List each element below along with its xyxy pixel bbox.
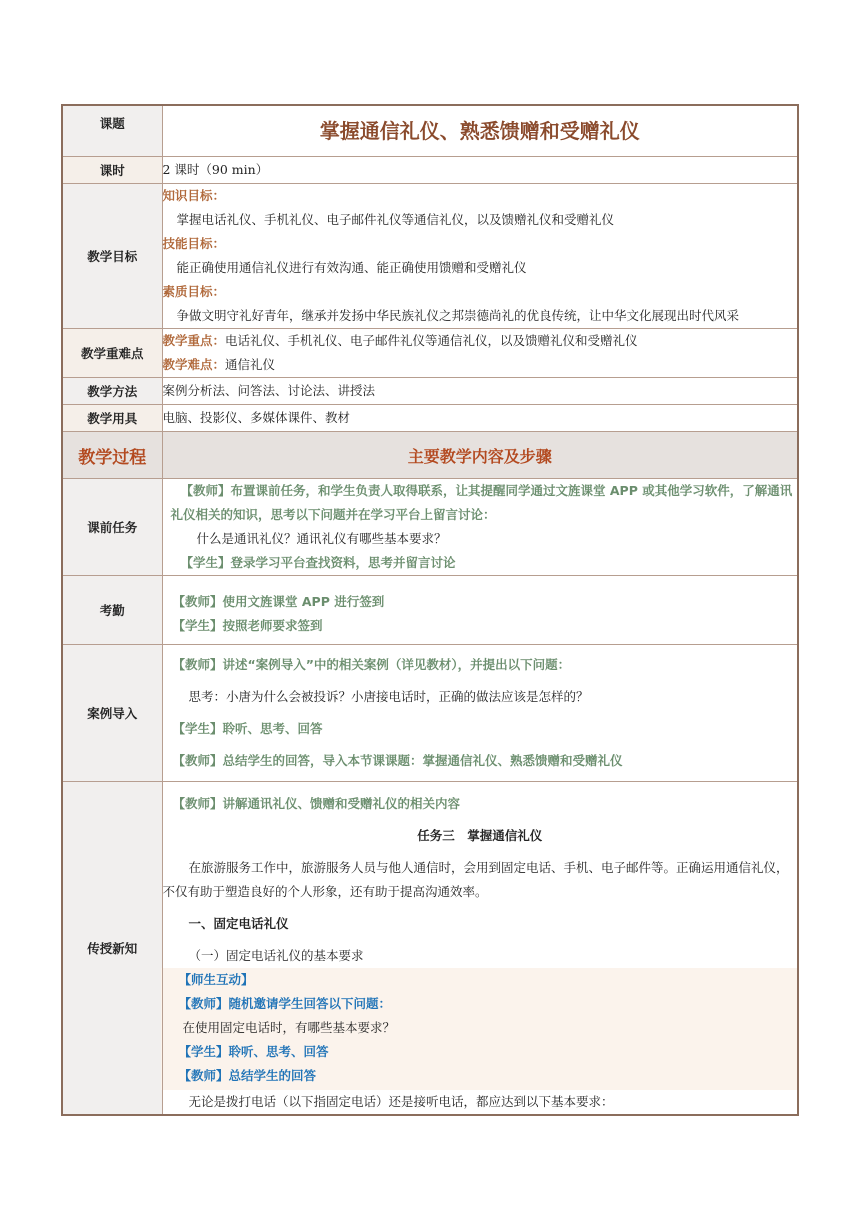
interaction-student: 【学生】聆听、思考、回答 xyxy=(178,1044,329,1059)
attendance-row xyxy=(62,576,798,645)
new-knowledge-row xyxy=(62,782,798,1116)
method-text: 案例分析法、问答法、讨论法、讲授法 xyxy=(162,378,798,405)
hours-label: 课时 xyxy=(62,157,162,184)
process-header-text: 主要教学内容及步骤 xyxy=(162,432,798,479)
nk-sub-1: （一）固定电话礼仪的基本要求 xyxy=(188,948,364,963)
attendance-teacher: 【教师】使用文旌课堂 APP 进行签到 xyxy=(172,594,385,609)
key-points-label: 教学重难点 xyxy=(62,329,162,378)
attendance-student: 【学生】按照老师要求签到 xyxy=(172,618,323,633)
objectives-content xyxy=(162,184,798,329)
case-student: 【学生】聆听、思考、回答 xyxy=(172,721,323,736)
interaction-summary: 【教师】总结学生的回答 xyxy=(178,1068,317,1083)
new-knowledge-content xyxy=(162,782,798,1116)
difficult-title: 教学难点： xyxy=(162,357,226,372)
quality-title: 素质目标： xyxy=(162,284,226,299)
interaction-teacher: 【教师】随机邀请学生回答以下问题： xyxy=(178,996,392,1011)
lesson-plan-table xyxy=(61,104,799,1116)
topic-label: 课题 xyxy=(62,105,162,157)
new-knowledge-label: 传授新知 xyxy=(62,782,162,1116)
objectives-label: 教学目标 xyxy=(62,184,162,329)
topic-row xyxy=(62,105,798,157)
interaction-box xyxy=(161,968,800,1090)
interaction-question: 在使用固定电话时，有哪些基本要求？ xyxy=(182,1020,396,1035)
nk-para-1: 在旅游服务工作中，旅游服务人员与他人通信时，会用到固定电话、手机、电子邮件等。正确运用通信礼仪，不仅有助于塑造良好的个人形象，还有助于提高沟通效率。 xyxy=(162,860,789,899)
hours-row xyxy=(62,157,798,184)
tools-row xyxy=(62,405,798,432)
pre-class-row xyxy=(62,479,798,576)
quality-text: 争做文明守礼好青年，继承并发扬中华民族礼仪之邦崇德尚礼的优良传统，让中华文化展现出时代风采 xyxy=(176,308,740,323)
nk-section-1: 一、固定电话礼仪 xyxy=(188,916,289,931)
nk-teacher: 【教师】讲解通讯礼仪、馈赠和受赠礼仪的相关内容 xyxy=(172,796,461,811)
objectives-row xyxy=(62,184,798,329)
process-label: 教学过程 xyxy=(62,432,162,479)
process-header-row xyxy=(62,432,798,479)
case-teacher-1: 【教师】讲述“案例导入”中的相关案例（详见教材），并提出以下问题： xyxy=(172,657,571,672)
tools-label: 教学用具 xyxy=(62,405,162,432)
pre-class-content xyxy=(162,479,798,576)
attendance-content xyxy=(162,576,798,645)
pre-class-teacher: 【教师】布置课前任务，和学生负责人取得联系，让其提醒同学通过文旌课堂 APP 或其他学习软件，了解通讯礼仪相关的知识，思考以下问题并在学习平台上留言讨论： xyxy=(170,483,793,522)
case-intro-row xyxy=(62,645,798,782)
tools-text: 电脑、投影仪、多媒体课件、教材 xyxy=(162,405,798,432)
case-intro-content xyxy=(162,645,798,782)
skill-title: 技能目标： xyxy=(162,236,226,251)
key-text: 电话礼仪、手机礼仪、电子邮件礼仪等通信礼仪，以及馈赠礼仪和受赠礼仪 xyxy=(225,333,638,348)
difficult-text: 通信礼仪 xyxy=(225,357,276,372)
method-label: 教学方法 xyxy=(62,378,162,405)
key-points-row xyxy=(62,329,798,378)
key-title: 教学重点： xyxy=(162,333,226,348)
key-points-content xyxy=(162,329,798,378)
skill-text: 能正确使用通信礼仪进行有效沟通、能正确使用馈赠和受赠礼仪 xyxy=(176,260,527,275)
case-intro-label: 案例导入 xyxy=(62,645,162,782)
interaction-title: 【师生互动】 xyxy=(178,972,254,987)
hours-value: 2 课时（90 min） xyxy=(162,157,798,184)
knowledge-text: 掌握电话礼仪、手机礼仪、电子邮件礼仪等通信礼仪，以及馈赠礼仪和受赠礼仪 xyxy=(176,212,615,227)
topic-title: 掌握通信礼仪、熟悉馈赠和受赠礼仪 xyxy=(162,105,798,157)
knowledge-title: 知识目标： xyxy=(162,188,226,203)
pre-class-student: 【学生】登录学习平台查找资料，思考并留言讨论 xyxy=(180,555,456,570)
case-teacher-2: 【教师】总结学生的回答，导入本节课课题：掌握通信礼仪、熟悉馈赠和受赠礼仪 xyxy=(172,753,623,768)
pre-class-label: 课前任务 xyxy=(62,479,162,576)
nk-para-2: 无论是拨打电话（以下指固定电话）还是接听电话，都应达到以下基本要求： xyxy=(188,1094,614,1109)
case-question: 思考：小唐为什么会被投诉？小唐接电话时，正确的做法应该是怎样的？ xyxy=(188,689,589,704)
method-row xyxy=(62,378,798,405)
attendance-label: 考勤 xyxy=(62,576,162,645)
nk-task-title: 任务三 掌握通信礼仪 xyxy=(417,828,543,843)
pre-class-question: 什么是通讯礼仪？通讯礼仪有哪些基本要求？ xyxy=(196,531,447,546)
